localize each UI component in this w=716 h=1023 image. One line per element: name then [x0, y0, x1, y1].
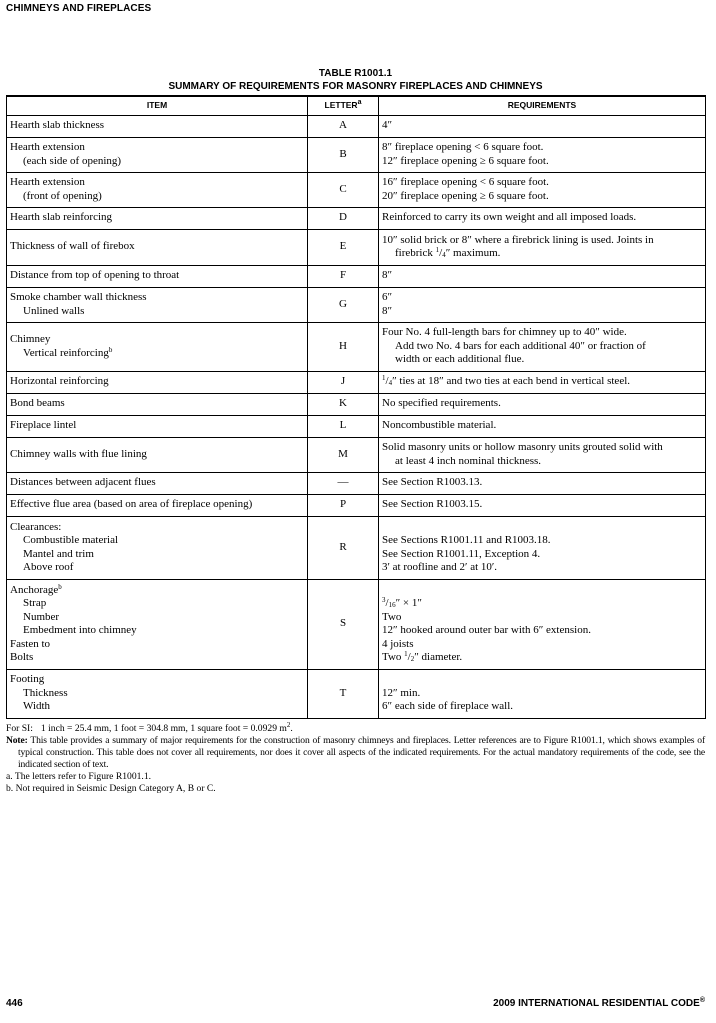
item-cell: Hearth slab reinforcing	[7, 207, 308, 229]
requirement-cell: 16″ fireplace opening < 6 square foot. 20″ fireplace opening ≥ 6 square foot.	[379, 172, 706, 207]
item-cell: Thickness of wall of firebox	[7, 229, 308, 265]
item-cell: Hearth slab thickness	[7, 115, 308, 137]
requirement-cell: See Section R1003.13.	[379, 472, 706, 494]
letter-cell: G	[308, 287, 379, 322]
table-row	[7, 669, 706, 718]
letter-cell: D	[308, 207, 379, 229]
requirements-table	[6, 95, 706, 719]
requirement-cell: $^3/_{16}'' \times 1''$ Two 12″ hooked around outer bar with 6″ extension. 4 joists Two $^1/_2''$ diameter.	[379, 579, 706, 669]
letter-cell: J	[308, 371, 379, 393]
table-row	[7, 207, 706, 229]
letter-cell: C	[308, 172, 379, 207]
table-row	[7, 229, 706, 265]
item-cell: Hearth extension (front of opening)	[7, 172, 308, 207]
table-row	[7, 115, 706, 137]
requirement-cell: Solid masonry units or hollow masonry units grouted solid with at least 4 inch nominal thickness.	[379, 437, 706, 472]
table-header-row	[7, 96, 706, 115]
footnote-b: b. Not required in Seismic Design Category A, B or C.	[6, 783, 216, 794]
page-number: 446	[6, 998, 23, 1009]
requirement-cell: Reinforced to carry its own weight and all imposed loads.	[379, 207, 706, 229]
letter-cell: R	[308, 516, 379, 579]
item-cell: Distance from top of opening to throat	[7, 265, 308, 287]
item-cell: Fireplace lintel	[7, 415, 308, 437]
si-conversion-note: For SI: 1 inch = 25.4 mm, 1 foot = 304.8 mm, 1 square foot = 0.0929 $m^2$.	[6, 721, 293, 734]
letter-cell: M	[308, 437, 379, 472]
item-cell: Smoke chamber wall thickness Unlined walls	[7, 287, 308, 322]
table-row	[7, 516, 706, 579]
table-row	[7, 172, 706, 207]
col-header-letter: LETTER$^a$	[308, 96, 379, 115]
table-row	[7, 137, 706, 172]
table-row	[7, 415, 706, 437]
table-row	[7, 322, 706, 371]
letter-cell: E	[308, 229, 379, 265]
table-title: SUMMARY OF REQUIREMENTS FOR MASONRY FIREPLACES AND CHIMNEYS	[168, 81, 543, 92]
item-cell: Chimney Vertical reinforcing$^b$	[7, 322, 308, 371]
requirement-cell: 8″ fireplace opening < 6 square foot. 12″ fireplace opening ≥ 6 square foot.	[379, 137, 706, 172]
item-cell: Distances between adjacent flues	[7, 472, 308, 494]
requirement-cell: 12″ min. 6″ each side of fireplace wall.	[379, 669, 706, 718]
book-title: 2009 INTERNATIONAL RESIDENTIAL CODE®	[493, 997, 705, 1009]
requirement-cell: 6″ 8″	[379, 287, 706, 322]
table-row	[7, 579, 706, 669]
table-row	[7, 287, 706, 322]
requirement-cell: See Sections R1001.11 and R1003.18. See Section R1001.11, Exception 4. 3′ at roofline and 2′ at 10′.	[379, 516, 706, 579]
letter-cell: P	[308, 494, 379, 516]
item-cell: Horizontal reinforcing	[7, 371, 308, 393]
item-cell: Anchorage$^b$ Strap Number Embedment into chimney Fasten to Bolts	[7, 579, 308, 669]
letter-cell: K	[308, 393, 379, 415]
letter-cell: —	[308, 472, 379, 494]
letter-cell: F	[308, 265, 379, 287]
table-row	[7, 371, 706, 393]
letter-cell: T	[308, 669, 379, 718]
requirement-cell: $^1/_4''$ ties at 18″ and two ties at each bend in vertical steel.	[379, 371, 706, 393]
letter-cell: H	[308, 322, 379, 371]
table-row	[7, 393, 706, 415]
letter-cell: A	[308, 115, 379, 137]
letter-cell: B	[308, 137, 379, 172]
table-number: TABLE R1001.1	[318, 68, 393, 79]
general-note: Note: This table provides a summary of major requirements for the construction of masonry chimneys and fireplaces. Letter references are to Figure R1001.1, which shows examples of typical construction. This table does not cover all requirements, nor does it cover all aspects of the indicated requirements. For the actual mandatory requirements of the code, see the indicated section of text.	[6, 735, 705, 770]
requirement-cell: Noncombustible material.	[379, 415, 706, 437]
col-header-requirements: REQUIREMENTS	[379, 96, 706, 115]
running-head: CHIMNEYS AND FIREPLACES	[6, 3, 152, 14]
item-cell: Bond beams	[7, 393, 308, 415]
item-cell: Effective flue area (based on area of fireplace opening)	[7, 494, 308, 516]
requirement-cell: 8″	[379, 265, 706, 287]
requirement-cell: 10″ solid brick or 8″ where a firebrick lining is used. Joints in firebrick $^1/_4''$ maximum.	[379, 229, 706, 265]
table-row	[7, 494, 706, 516]
table-notes	[6, 723, 705, 795]
letter-cell: S	[308, 579, 379, 669]
item-cell: Chimney walls with flue lining	[7, 437, 308, 472]
requirement-cell: See Section R1003.15.	[379, 494, 706, 516]
table-row	[7, 472, 706, 494]
item-cell: Clearances: Combustible material Mantel and trim Above roof	[7, 516, 308, 579]
requirement-cell: Four No. 4 full-length bars for chimney up to 40″ wide. Add two No. 4 bars for each additional 40″ or fraction of width or each additional flue.	[379, 322, 706, 371]
col-header-item: ITEM	[7, 96, 308, 115]
requirement-cell: 4″	[379, 115, 706, 137]
item-cell: Hearth extension (each side of opening)	[7, 137, 308, 172]
letter-cell: L	[308, 415, 379, 437]
table-row	[7, 265, 706, 287]
table-row	[7, 437, 706, 472]
item-cell: Footing Thickness Width	[7, 669, 308, 718]
requirement-cell: No specified requirements.	[379, 393, 706, 415]
footnote-a: a. The letters refer to Figure R1001.1.	[6, 771, 152, 782]
